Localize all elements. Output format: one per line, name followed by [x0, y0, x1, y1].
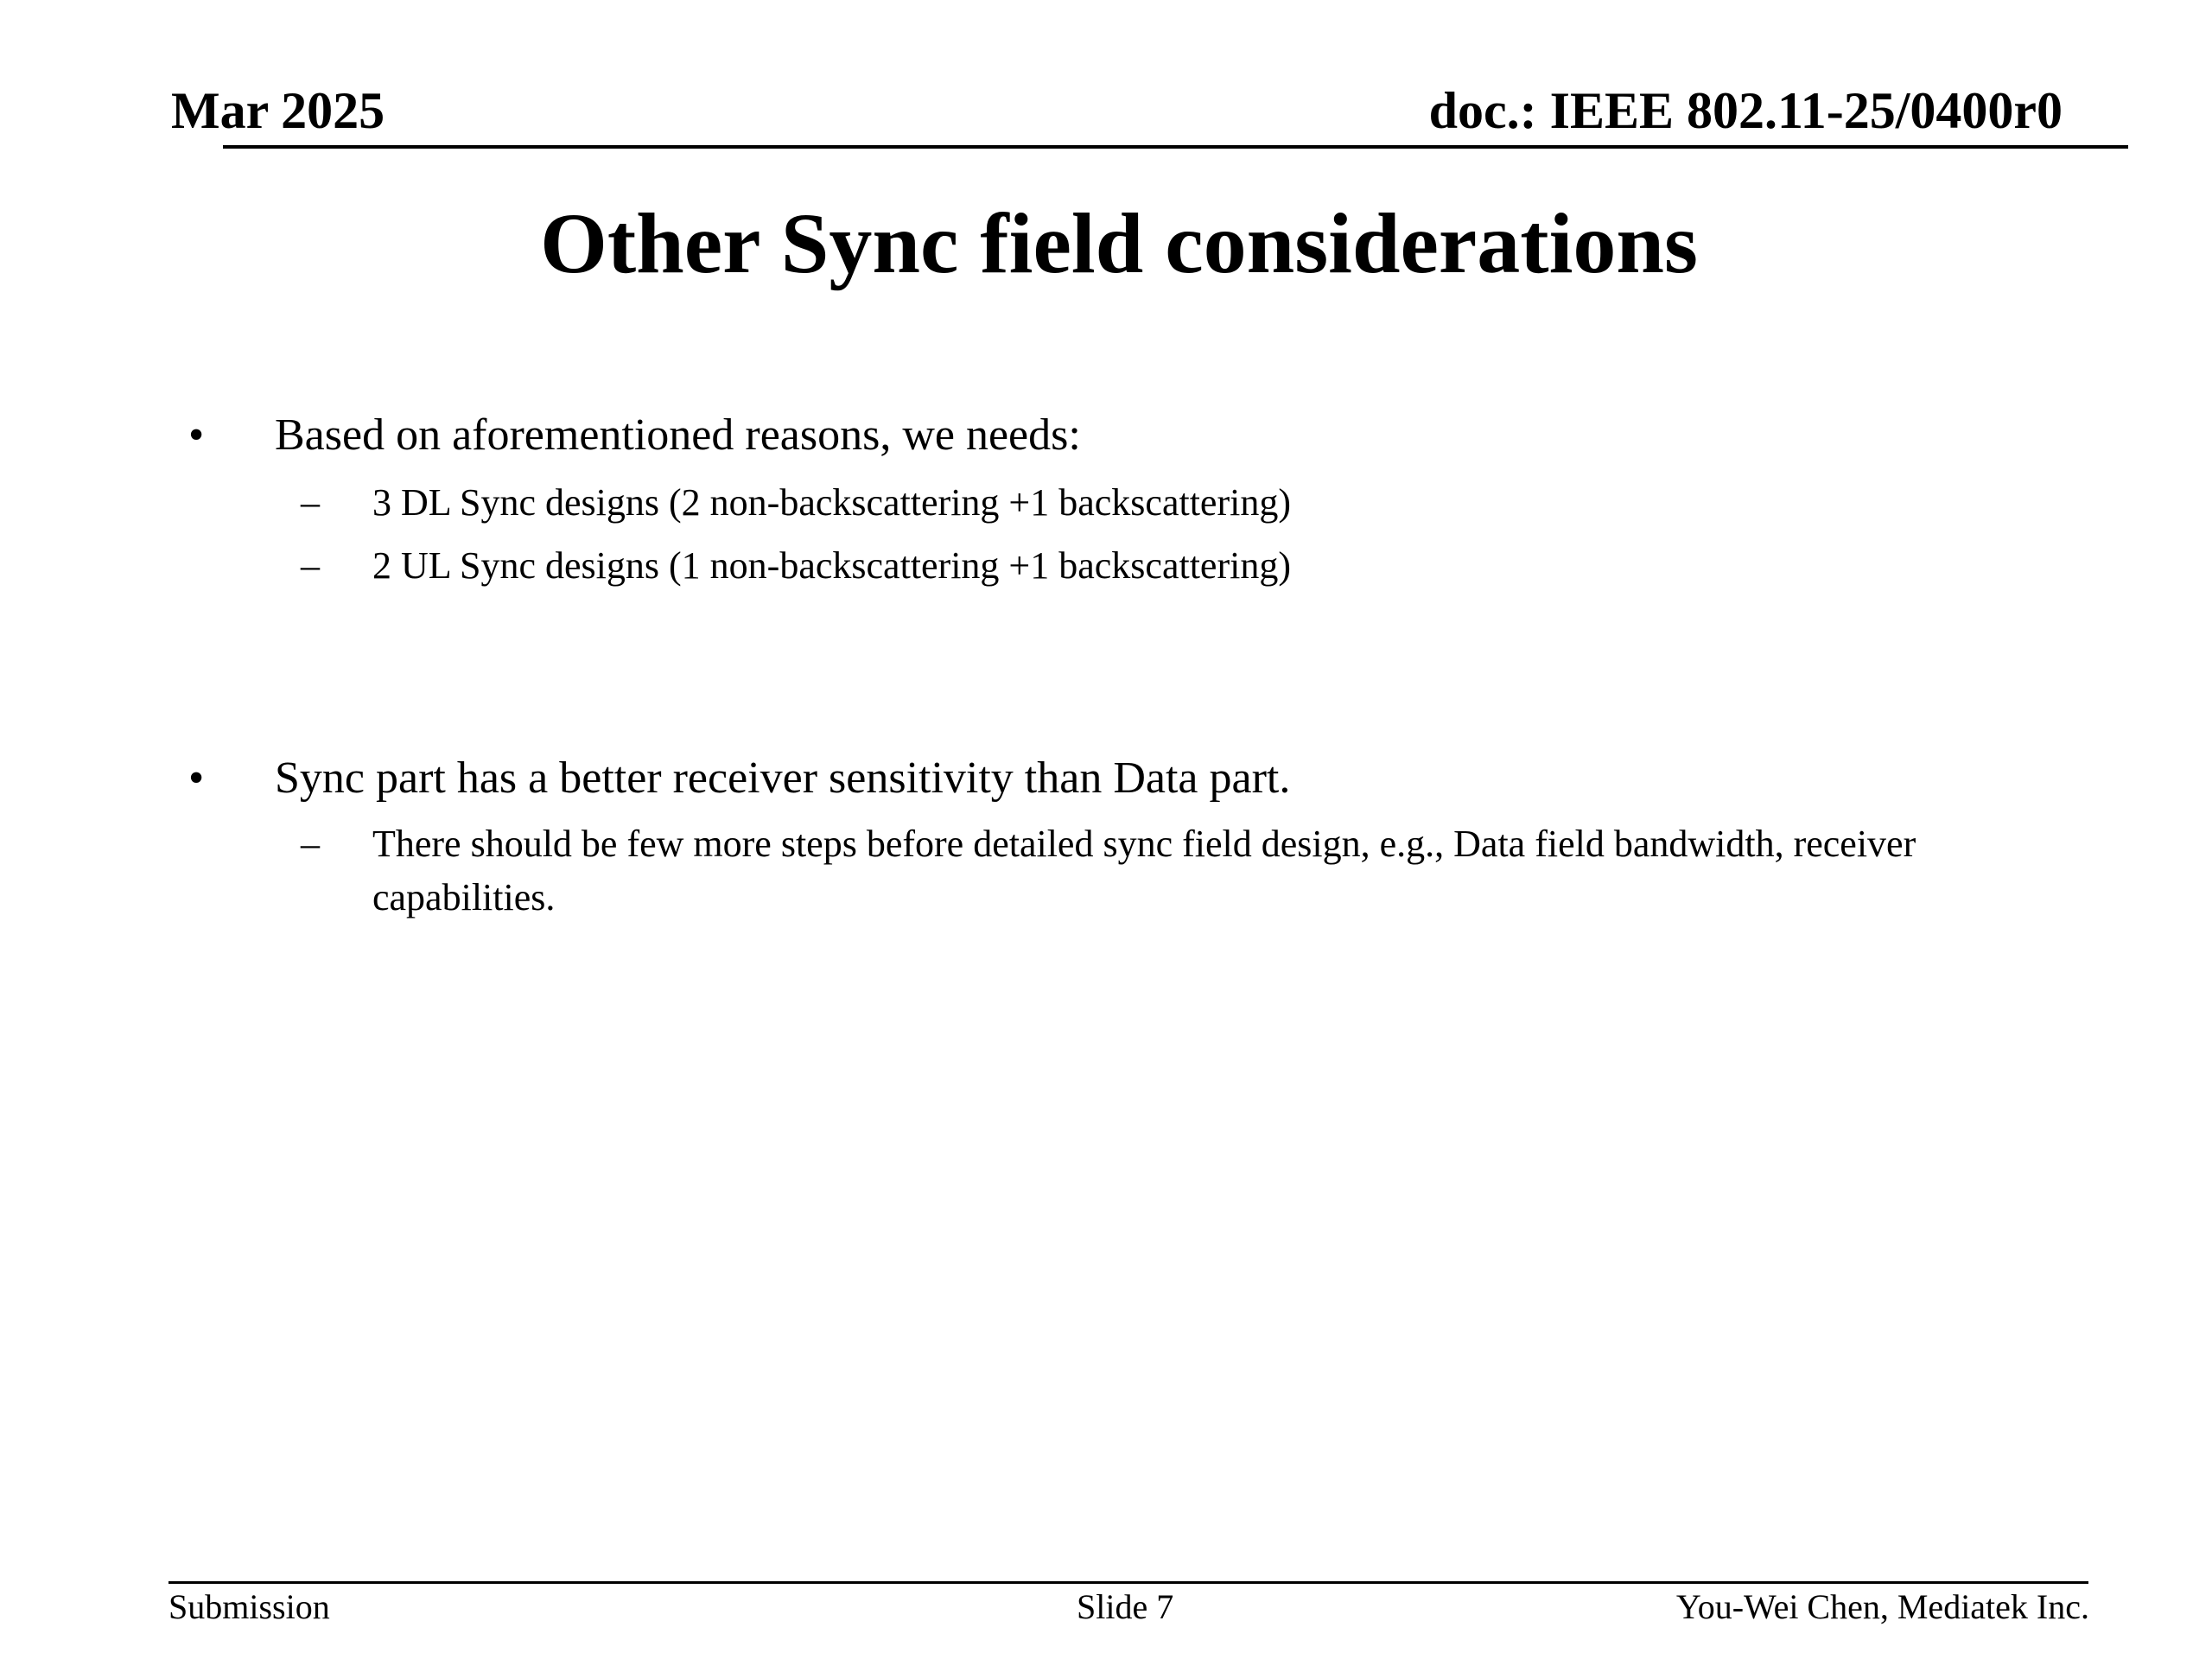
bullet-text: Based on aforementioned reasons, we needs:: [275, 410, 1081, 460]
bullet-marker: •: [188, 410, 205, 460]
footer-submission: Submission: [168, 1587, 330, 1626]
sub-bullet-text: 3 DL Sync designs (2 non-backscattering +1 backscattering): [372, 481, 1291, 524]
sub-bullet-text: 2 UL Sync designs (1 non-backscattering +1 backscattering): [372, 544, 1291, 587]
slide-title: Other Sync field considerations: [540, 195, 1698, 291]
header-date: Mar 2025: [171, 82, 385, 139]
footer-slide-number: Slide 7: [1077, 1587, 1174, 1626]
header-doc-id: doc.: IEEE 802.11-25/0400r0: [1428, 82, 2063, 139]
sub-bullet-marker: –: [301, 544, 320, 587]
sub-bullet-text: There should be few more steps before detailed sync field design, e.g., Data field bandwidth, receiver capabilities.: [372, 823, 1916, 918]
footer-author: You-Wei Chen, Mediatek Inc.: [1675, 1587, 2089, 1626]
sub-bullet-marker: –: [301, 823, 320, 865]
bullet-text: Sync part has a better receiver sensitivity than Data part.: [275, 753, 1291, 803]
bullet-marker: •: [188, 753, 205, 803]
header-divider: [223, 145, 2128, 149]
footer-divider: [168, 1581, 2088, 1584]
sub-bullet-marker: –: [301, 481, 320, 524]
